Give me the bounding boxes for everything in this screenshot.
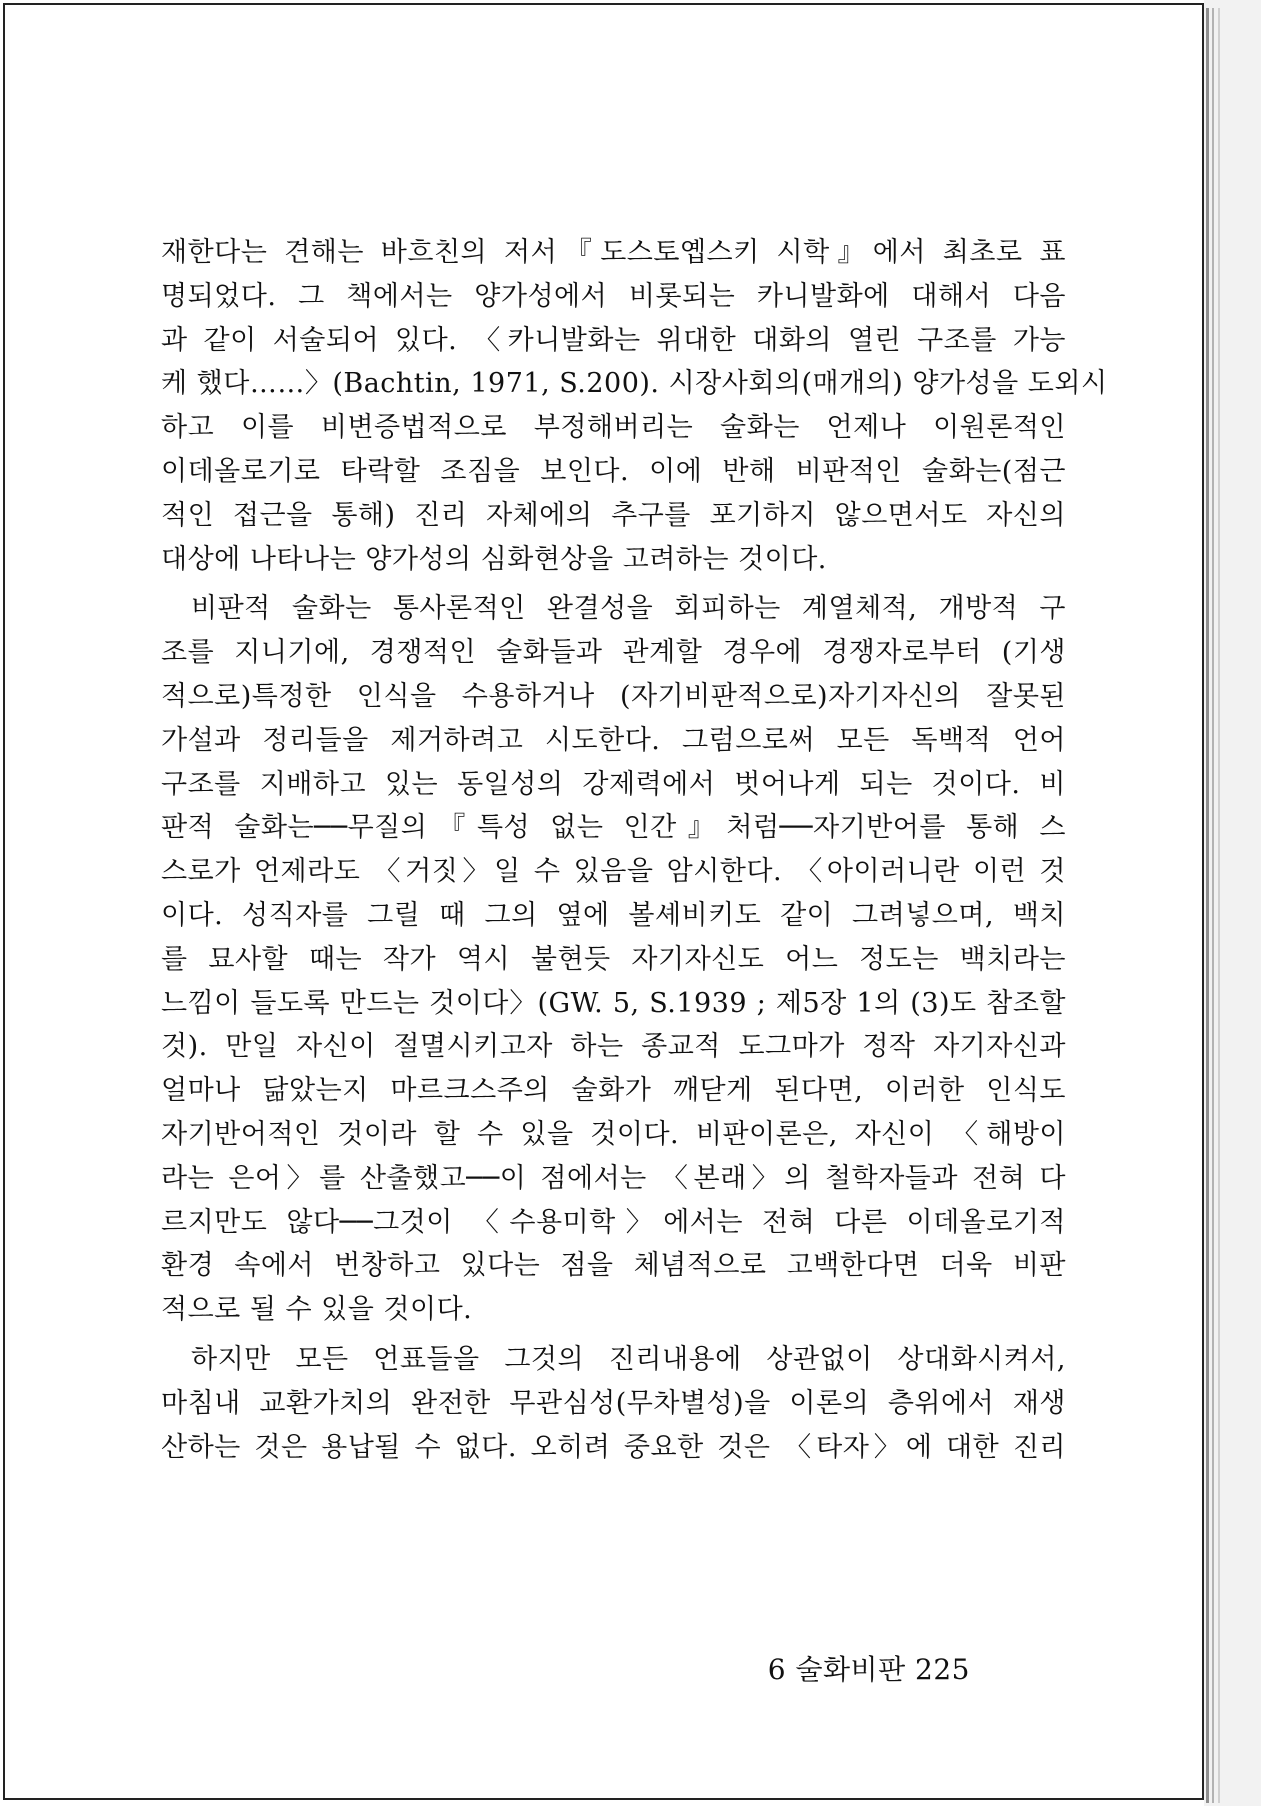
text-line: 구조를 지배하고 있는 동일성의 강제력에서 벗어나게 되는 것이다. 비 — [161, 768, 1066, 800]
text-line: 적으로 될 수 있을 것이다. — [161, 1294, 473, 1326]
text-line: 마침내 교환가치의 완전한 무관심성(무차별성)을 이론의 층위에서 재생 — [161, 1387, 1066, 1419]
paragraph-3 — [161, 1338, 1066, 1469]
document-page — [3, 3, 1204, 1800]
text-line: 케 했다……〉(Bachtin, 1971, S.200). 시장사회의(매개의) 양가성을 도외시 — [161, 368, 1108, 400]
text-line: 적인 접근을 통해) 진리 자체에의 추구를 포기하지 않으면서도 자신의 — [161, 499, 1066, 531]
text-line: 하지만 모든 언표들을 그것의 진리내용에 상관없이 상대화시켜서, — [191, 1343, 1066, 1375]
text-line: 르지만도 않다──그것이 〈수용미학〉에서는 전혀 다른 이데올로기적 — [161, 1206, 1066, 1238]
page-edge-shadow — [1218, 8, 1220, 1803]
text-line: 비판적 술화는 통사론적인 완결성을 회피하는 계열체적, 개방적 구 — [191, 593, 1066, 625]
text-line: 적으로)특정한 인식을 수용하거나 (자기비판적으로)자기자신의 잘못된 — [161, 680, 1066, 712]
text-line: 가설과 정리들을 제거하려고 시도한다. 그럼으로써 모든 독백적 언어 — [161, 724, 1066, 756]
text-line: 환경 속에서 번창하고 있다는 점을 체념적으로 고백한다면 더욱 비판 — [161, 1250, 1066, 1282]
text-line: 이다. 성직자를 그릴 때 그의 옆에 볼셰비키도 같이 그려넣으며, 백치 — [161, 899, 1066, 931]
text-line: 재한다는 견해는 바흐친의 저서『도스토옙스키 시학』에서 최초로 표 — [161, 237, 1066, 268]
chapter-title: 술화비판 — [795, 1653, 906, 1686]
page-edge-shadow — [1206, 8, 1209, 1803]
text-line: 것). 만일 자신이 절멸시키고자 하는 종교적 도그마가 정작 자기자신과 — [161, 1031, 1066, 1063]
text-line: 하고 이를 비변증법적으로 부정해버리는 술화는 언제나 이원론적인 — [161, 412, 1066, 444]
paragraph-2 — [161, 587, 1066, 1332]
text-line: 조를 지니기에, 경쟁적인 술화들과 관계할 경우에 경쟁자로부터 (기생 — [161, 637, 1066, 669]
text-line: 대상에 나타나는 양가성의 심화현상을 고려하는 것이다. — [161, 543, 827, 575]
paragraph-1 — [161, 231, 1108, 581]
text-line: 산하는 것은 용납될 수 없다. 오히려 중요한 것은 〈타자〉에 대한 진리 — [161, 1431, 1066, 1463]
page-edge-shadow — [1212, 8, 1214, 1803]
text-line: 명되었다. 그 책에서는 양가성에서 비롯되는 카니발화에 대해서 다음 — [161, 280, 1066, 312]
text-line: 스로가 언제라도 〈거짓〉일 수 있음을 암시한다. 〈아이러니란 이런 것 — [161, 856, 1066, 888]
text-line: 라는 은어〉를 산출했고──이 점에서는 〈본래〉의 철학자들과 전혀 다 — [161, 1162, 1066, 1194]
text-line: 과 같이 서술되어 있다. 〈카니발화는 위대한 대화의 열린 구조를 가능 — [161, 324, 1066, 356]
text-line: 얼마나 닮았는지 마르크스주의 술화가 깨닫게 된다면, 이러한 인식도 — [161, 1075, 1066, 1107]
body-text — [161, 231, 1108, 1469]
text-line: 판적 술화는──무질의『특성 없는 인간』처럼──자기반어를 통해 스 — [161, 812, 1066, 844]
page-footer — [768, 1648, 970, 1688]
text-line: 를 묘사할 때는 작가 역시 불현듯 자기자신도 어느 정도는 백치라는 — [161, 943, 1066, 975]
text-line: 느낌이 들도록 만드는 것이다〉(GW. 5, S.1939 ; 제5장 1의 (3)도 참조할 — [161, 987, 1066, 1019]
chapter-number: 6 — [767, 1653, 787, 1686]
text-line: 이데올로기로 타락할 조짐을 보인다. 이에 반해 비판적인 술화는(점근 — [161, 455, 1066, 487]
text-line: 자기반어적인 것이라 할 수 있을 것이다. 비판이론은, 자신이 〈해방이 — [161, 1118, 1066, 1150]
page-number: 225 — [915, 1653, 970, 1686]
